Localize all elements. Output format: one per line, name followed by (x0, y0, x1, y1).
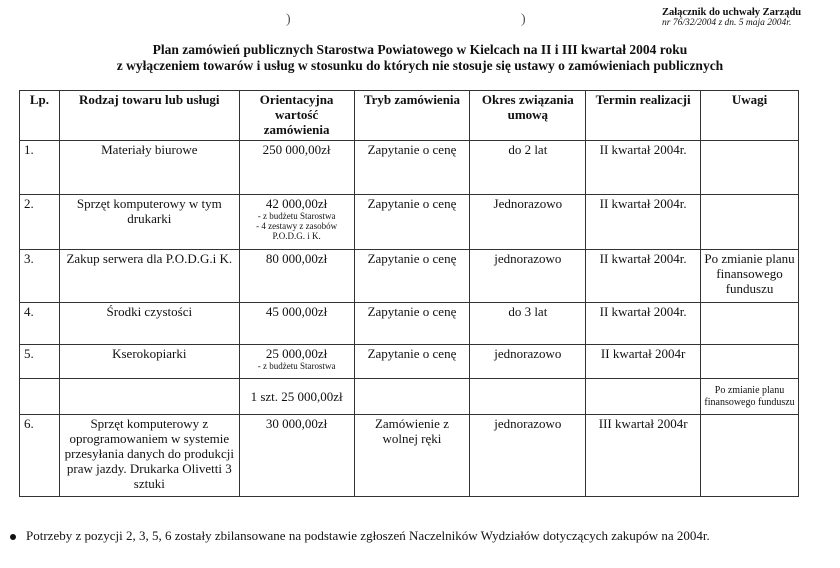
row-mode: Zapytanie o cenę (354, 303, 470, 345)
row-value: 45 000,00zł (239, 303, 354, 345)
row-value-cell (239, 345, 354, 379)
row-lp: 2. (20, 195, 60, 250)
row-period: jednorazowo (470, 345, 586, 379)
header-period: Okres związania umową (470, 91, 586, 141)
punch-mark-right: ) (521, 12, 526, 27)
table-row (20, 141, 799, 195)
attachment-note (662, 7, 838, 29)
row-period (470, 379, 586, 415)
table-row (20, 379, 799, 415)
row-term: II kwartał 2004r. (586, 303, 701, 345)
footer-text: Potrzeby z pozycji 2, 3, 5, 6 zostały zbilansowane na podstawie zgłoszeń Naczelników Wydziałów dotyczących zakupów na 2004r. (26, 528, 710, 543)
table-row (20, 250, 799, 303)
attachment-line2: nr 76/32/2004 z dn. 5 maja 2004r. (662, 18, 792, 28)
row-term: II kwartał 2004r. (586, 141, 701, 195)
row-item: Sprzęt komputerowy z oprogramowaniem w systemie przesyłania danych do produkcji praw jazdy. Drukarka Olivetti 3 sztuki (59, 415, 239, 497)
row-mode: Zamówienie z wolnej ręki (354, 415, 470, 497)
row-notes (701, 303, 799, 345)
header-item: Rodzaj towaru lub usługi (59, 91, 239, 141)
attachment-line1: Załącznik do uchwały Zarządu (662, 7, 802, 18)
header-lp: Lp. (20, 91, 60, 141)
table-row (20, 303, 799, 345)
table-row (20, 345, 799, 379)
row-notes (701, 141, 799, 195)
row-item: Środki czystości (59, 303, 239, 345)
procurement-table (19, 90, 799, 497)
row-mode: Zapytanie o cenę (354, 250, 470, 303)
row-notes (701, 345, 799, 379)
row-period: do 3 lat (470, 303, 586, 345)
row-term: II kwartał 2004r. (586, 250, 701, 303)
row-mode: Zapytanie o cenę (354, 141, 470, 195)
punch-mark-left: ) (286, 12, 291, 27)
header-notes: Uwagi (701, 91, 799, 141)
row-term: III kwartał 2004r (586, 415, 701, 497)
table-header-row (20, 91, 799, 141)
bullet-icon (10, 534, 16, 540)
table-row (20, 195, 799, 250)
row-lp: 4. (20, 303, 60, 345)
row-term (586, 379, 701, 415)
row-mode (354, 379, 470, 415)
value-note: - z budżetu Starostwa (257, 361, 336, 371)
row-value: 80 000,00zł (239, 250, 354, 303)
row-notes (701, 415, 799, 497)
header-mode: Tryb zamówienia (354, 91, 470, 141)
value-note: - 4 zestawy z zasobów P.O.D.G. i K. (256, 221, 338, 241)
row-period: jednorazowo (470, 415, 586, 497)
row-value-cell (239, 195, 354, 250)
row-term: II kwartał 2004r. (586, 195, 701, 250)
row-lp: 6. (20, 415, 60, 497)
row-item: Zakup serwera dla P.O.D.G.i K. (59, 250, 239, 303)
row-item: Materiały biurowe (59, 141, 239, 195)
row-period: jednorazowo (470, 250, 586, 303)
row-notes (701, 195, 799, 250)
row-lp (20, 379, 60, 415)
row-value: 30 000,00zł (239, 415, 354, 497)
row-mode: Zapytanie o cenę (354, 195, 470, 250)
row-mode: Zapytanie o cenę (354, 345, 470, 379)
row-value: 1 szt. 25 000,00zł (239, 379, 354, 415)
title-line1: Plan zamówień publicznych Starostwa Powiatowego w Kielcach na II i III kwartał 2004 roku (152, 42, 688, 57)
row-item: Kserokopiarki (59, 345, 239, 379)
row-item (59, 379, 239, 415)
row-term: II kwartał 2004r (586, 345, 701, 379)
table-row (20, 415, 799, 497)
row-value: 250 000,00zł (239, 141, 354, 195)
row-notes: Po zmianie planu finansowego funduszu (701, 379, 799, 415)
row-lp: 1. (20, 141, 60, 195)
row-lp: 3. (20, 250, 60, 303)
document-title (0, 42, 840, 74)
row-period: Jednorazowo (470, 195, 586, 250)
value-note: - z budżetu Starostwa (257, 211, 336, 221)
title-line2: z wyłączeniem towarów i usług w stosunku do których nie stosuje się ustawy o zamówieniach publicznych (116, 58, 724, 73)
row-period: do 2 lat (470, 141, 586, 195)
header-term: Termin realizacji (586, 91, 701, 141)
row-lp: 5. (20, 345, 60, 379)
row-value: 25 000,00zł (265, 346, 328, 361)
row-notes: Po zmianie planu finansowego funduszu (701, 250, 799, 303)
header-value: Orientacyjna wartość zamówienia (239, 91, 354, 141)
footer-note (10, 528, 710, 544)
row-item: Sprzęt komputerowy w tym drukarki (59, 195, 239, 250)
row-value: 42 000,00zł (265, 196, 328, 211)
